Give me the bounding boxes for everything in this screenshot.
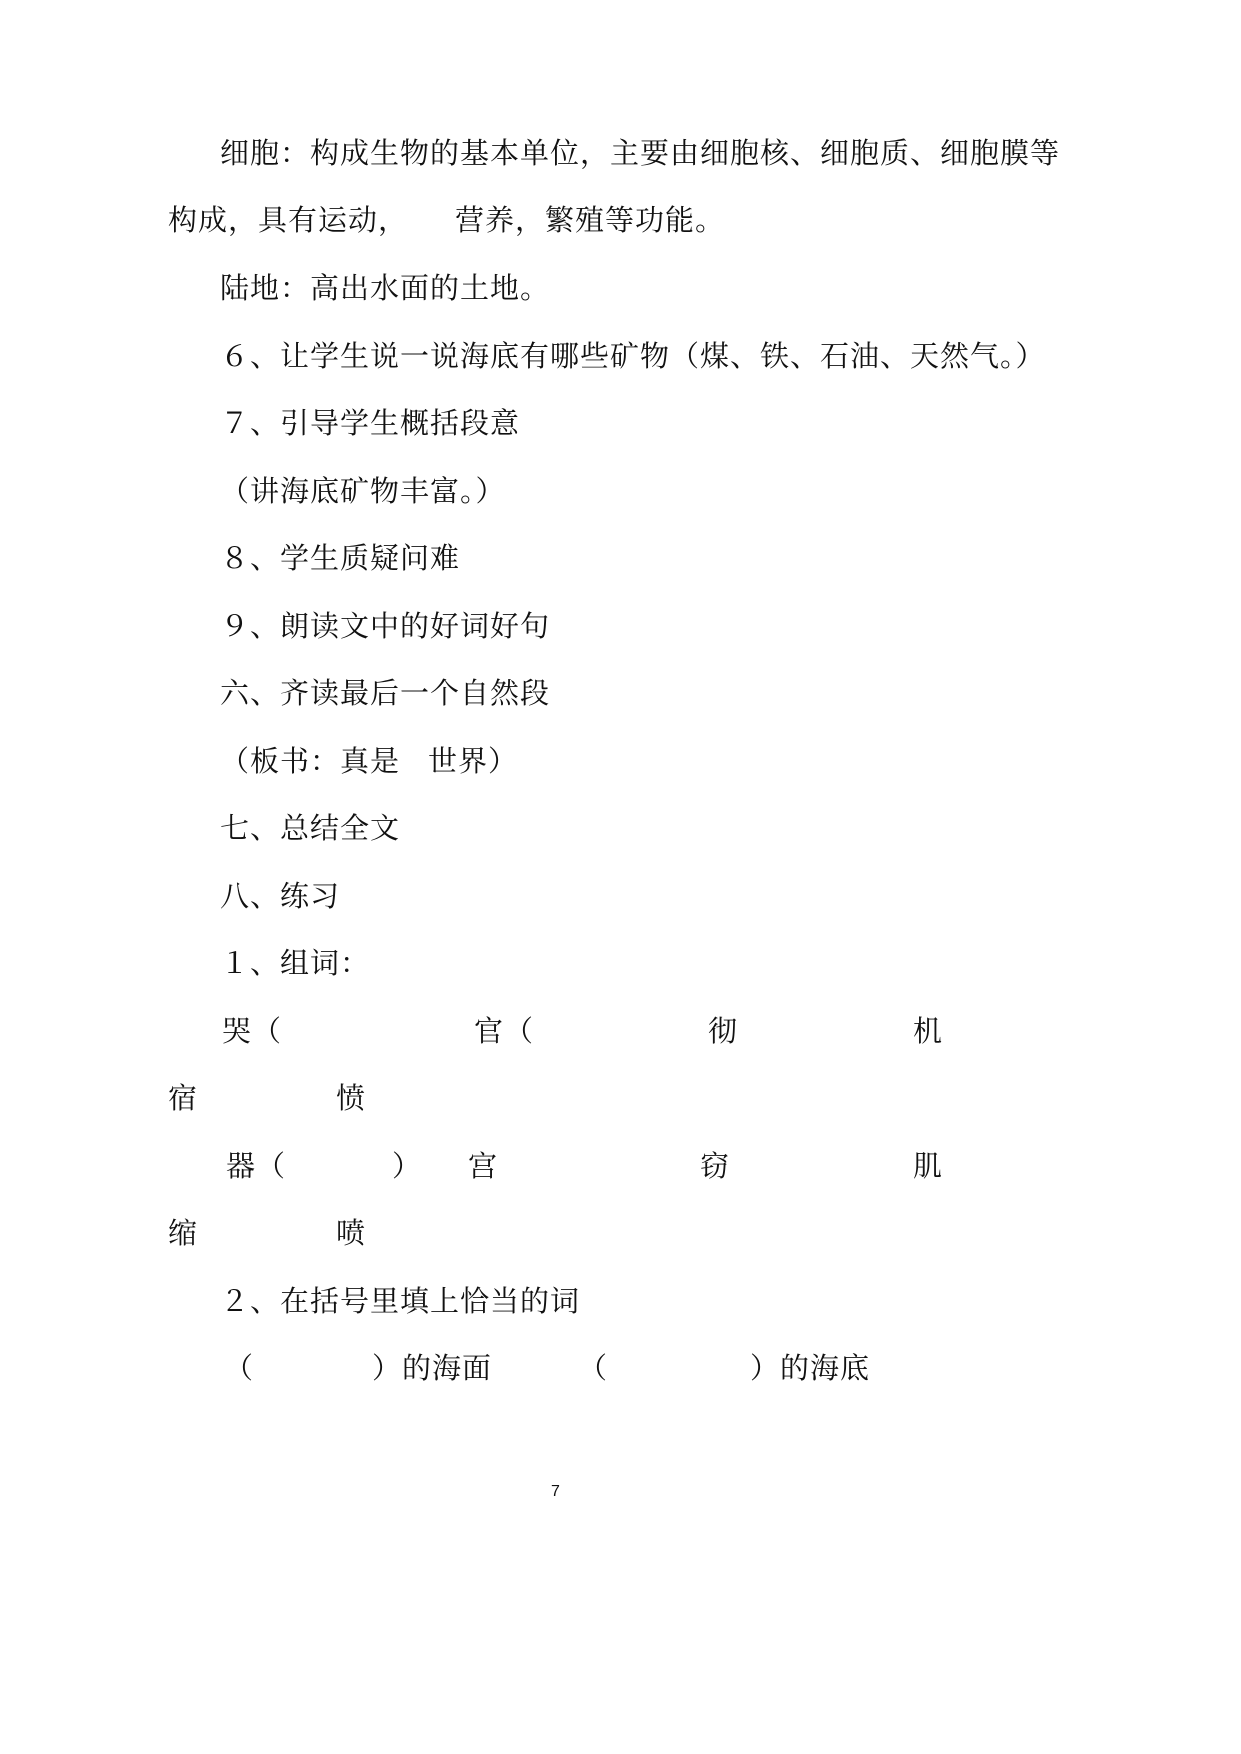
word-group-item: 喷: [336, 1216, 367, 1250]
word-group-item: 官（: [474, 1014, 535, 1048]
section-6-heading: 六、齐读最后一个自然段: [220, 676, 551, 710]
word-group-item: 肌: [913, 1149, 944, 1183]
word-group-item: 彻: [708, 1014, 739, 1048]
board-note-start: （板书：真是: [220, 744, 401, 778]
word-group-item: 宫: [468, 1149, 499, 1183]
word-group-item: ）: [392, 1149, 423, 1183]
word-group-item: 窃: [700, 1149, 731, 1183]
page-number: 7: [551, 1483, 560, 1500]
exercise-2-heading: ２、在括号里填上恰当的词: [220, 1284, 581, 1318]
exercise-1-heading: １、组词：: [220, 946, 371, 980]
fill-blank-open: （: [578, 1351, 609, 1385]
word-group-item: 愤: [336, 1081, 367, 1115]
cell-definition-line-1: 细胞：构成生物的基本单位，主要由细胞核、细胞质、细胞膜等: [220, 136, 1061, 170]
land-definition: 陆地：高出水面的土地。: [220, 271, 551, 305]
step-7-note: （讲海底矿物丰富。）: [220, 474, 506, 508]
cell-definition-line-2-end: 营养，繁殖等功能。: [455, 203, 726, 237]
word-group-item: 缩: [168, 1216, 199, 1250]
section-8-heading: 八、练习: [220, 879, 341, 913]
step-7-summary: ７、引导学生概括段意: [220, 406, 521, 440]
word-group-item: 宿: [168, 1081, 199, 1115]
fill-blank-open: （: [224, 1351, 255, 1385]
fill-blank-sea-floor: ）的海底: [750, 1351, 871, 1385]
fill-blank-sea-surface: ）的海面: [372, 1351, 493, 1385]
step-6-minerals: ６、让学生说一说海底有哪些矿物（煤、铁、石油、天然气。）: [220, 339, 1046, 373]
step-8-questions: ８、学生质疑问难: [220, 541, 461, 575]
word-group-item: 器（: [226, 1149, 287, 1183]
cell-definition-line-2-start: 构成，具有运动，: [168, 203, 409, 237]
word-group-item: 机: [913, 1014, 944, 1048]
section-7-heading: 七、总结全文: [220, 811, 401, 845]
step-9-reading: ９、朗读文中的好词好句: [220, 609, 551, 643]
board-note-end: 世界）: [428, 744, 519, 778]
word-group-item: 哭（: [222, 1014, 283, 1048]
